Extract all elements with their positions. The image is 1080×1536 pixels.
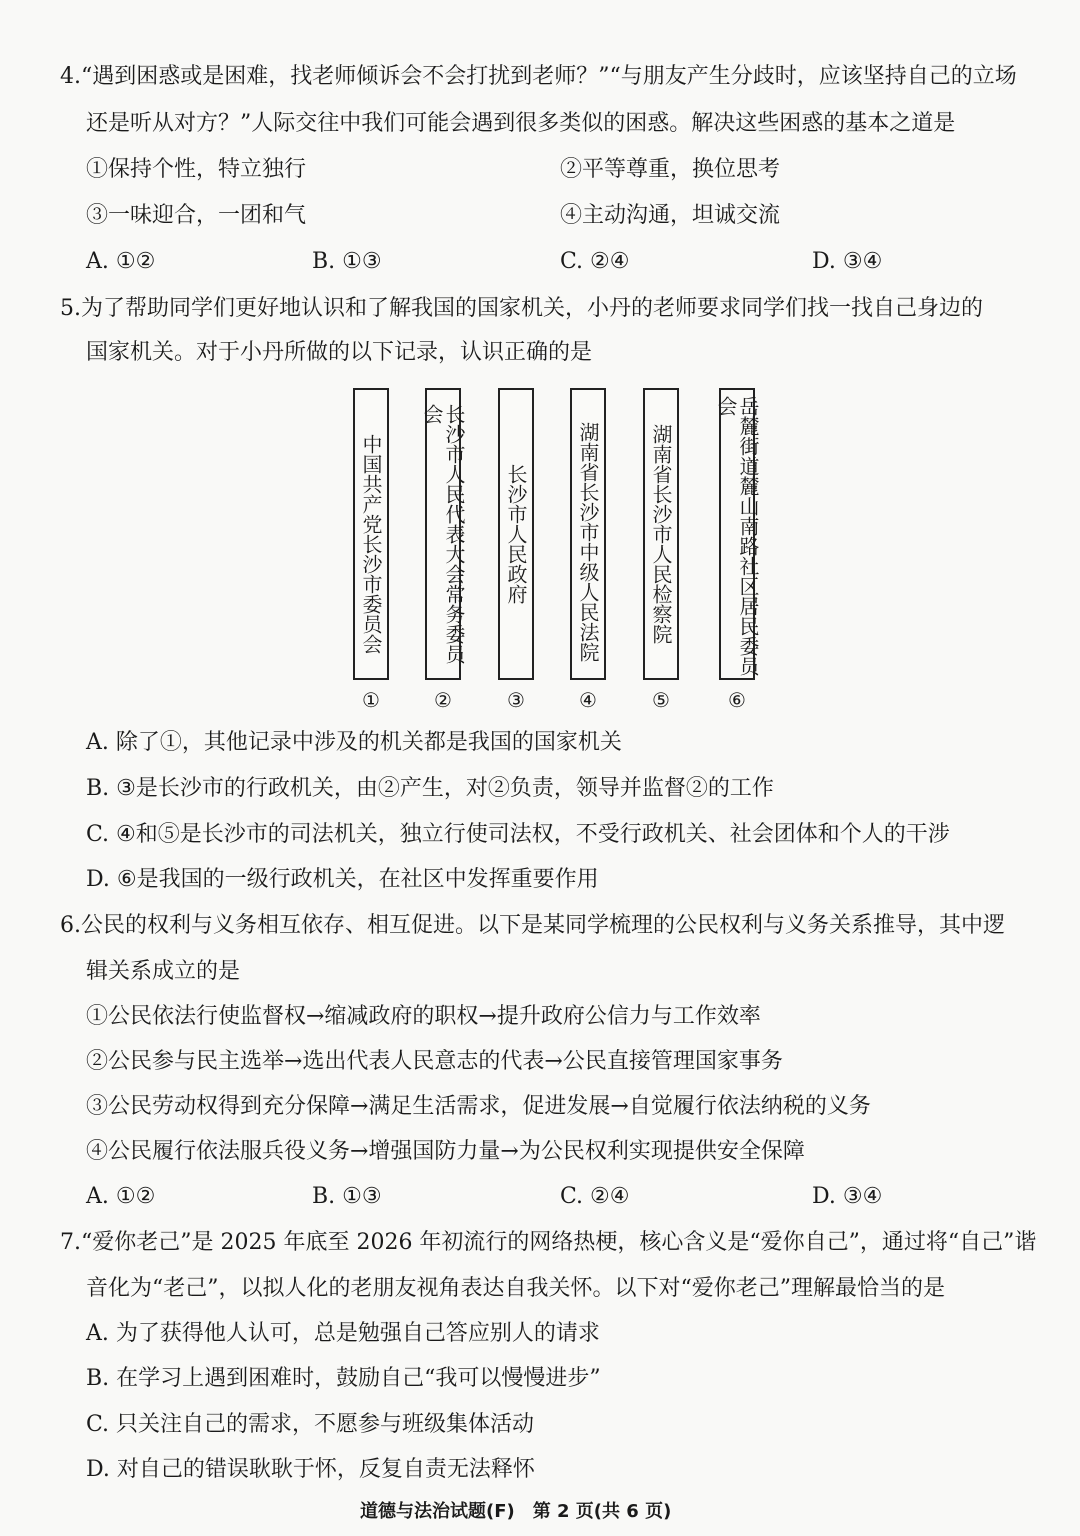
q7-stem-line1: 7.“爱你老己”是 2025 年底至 2026 年初流行的网络热梗，核心含义是“爱你自己”，通过将“自己”谐: [60, 1230, 1037, 1255]
q4-choice-c: C. ②④: [560, 249, 630, 274]
q6-stem-line2: 辑关系成立的是: [86, 959, 241, 984]
placard-3-number: ③: [507, 688, 525, 712]
q5-choice-b: B. ③是长沙市的行政机关，由②产生，对②负责，领导并监督②的工作: [86, 776, 774, 801]
placard-1: [353, 388, 389, 680]
placard-2-text: 长沙市人民代表大会常务委员会: [420, 404, 466, 664]
placard-6-text: 岳麓街道麓山南路社区居民委员会: [714, 396, 760, 676]
q4-item-4: ④主动沟通，坦诚交流: [560, 203, 781, 228]
q7-choice-d: D. 对自己的错误耿耿于怀，反复自责无法释怀: [86, 1457, 535, 1482]
q4-item-2: ②平等尊重，换位思考: [560, 157, 781, 182]
placard-3: [498, 388, 534, 680]
q7-choice-c: C. 只关注自己的需求，不愿参与班级集体活动: [86, 1412, 535, 1437]
placard-6: [714, 388, 760, 680]
q5-choice-a: A. 除了①，其他记录中涉及的机关都是我国的国家机关: [86, 730, 622, 755]
placard-4: [570, 388, 606, 680]
q4-stem-line2: 还是听从对方？”人际交往中我们可能会遇到很多类似的困惑。解决这些困惑的基本之道是: [86, 111, 956, 136]
page-footer: 道德与法治试题(F) 第 2 页(共 6 页): [360, 1501, 672, 1522]
q7-stem-line2: 音化为“老己”，以拟人化的老朋友视角表达自我关怀。以下对“爱你老己”理解最恰当的是: [86, 1276, 945, 1301]
q6-stem-line1: 6.公民的权利与义务相互依存、相互促进。以下是某同学梳理的公民权利与义务关系推导，其中逻: [60, 913, 1005, 938]
placard-5: [643, 388, 679, 680]
q6-choice-d: D. ③④: [812, 1184, 883, 1209]
placard-5-text: 湖南省长沙市人民检察院: [649, 424, 673, 644]
q4-choice-b: B. ①③: [312, 249, 382, 274]
q5-choice-d: D. ⑥是我国的一级行政机关，在社区中发挥重要作用: [86, 867, 599, 892]
q6-item-2: ②公民参与民主选举→选出代表人民意志的代表→公民直接管理国家事务: [86, 1049, 783, 1074]
q6-item-1: ①公民依法行使监督权→缩减政府的职权→提升政府公信力与工作效率: [86, 1004, 761, 1029]
q4-item-3: ③一味迎合，一团和气: [86, 203, 307, 228]
q7-choice-b: B. 在学习上遇到困难时，鼓励自己“我可以慢慢进步”: [86, 1366, 601, 1391]
placard-4-number: ④: [579, 688, 597, 712]
q6-choice-b: B. ①③: [312, 1184, 382, 1209]
placard-1-number: ①: [362, 688, 380, 712]
q4-stem-line1: 4.“遇到困惑或是困难，找老师倾诉会不会打扰到老师？”“与朋友产生分歧时，应该坚持自己的立场: [60, 64, 1017, 89]
q4-item-1: ①保持个性，特立独行: [86, 157, 307, 182]
placard-2: [420, 388, 466, 680]
q4-choice-d: D. ③④: [812, 249, 883, 274]
placard-6-number: ⑥: [728, 688, 746, 712]
q6-choice-a: A. ①②: [86, 1184, 156, 1209]
placard-4-text: 湖南省长沙市中级人民法院: [576, 422, 600, 662]
placard-5-number: ⑤: [652, 688, 670, 712]
placard-2-number: ②: [434, 688, 452, 712]
placard-1-text: 中国共产党长沙市委员会: [359, 434, 383, 654]
q6-item-3: ③公民劳动权得到充分保障→满足生活需求，促进发展→自觉履行依法纳税的义务: [86, 1094, 871, 1119]
q5-stem-line2: 国家机关。对于小丹所做的以下记录，认识正确的是: [86, 340, 593, 365]
q5-stem-line1: 5.为了帮助同学们更好地认识和了解我国的国家机关，小丹的老师要求同学们找一找自己身边的: [60, 296, 983, 321]
placard-3-text: 长沙市人民政府: [504, 464, 528, 604]
q6-choice-c: C. ②④: [560, 1184, 630, 1209]
q5-choice-c: C. ④和⑤是长沙市的司法机关，独立行使司法权，不受行政机关、社会团体和个人的干涉: [86, 822, 950, 847]
q7-choice-a: A. 为了获得他人认可，总是勉强自己答应别人的请求: [86, 1321, 600, 1346]
q6-item-4: ④公民履行依法服兵役义务→增强国防力量→为公民权利实现提供安全保障: [86, 1139, 805, 1164]
q4-choice-a: A. ①②: [86, 249, 156, 274]
